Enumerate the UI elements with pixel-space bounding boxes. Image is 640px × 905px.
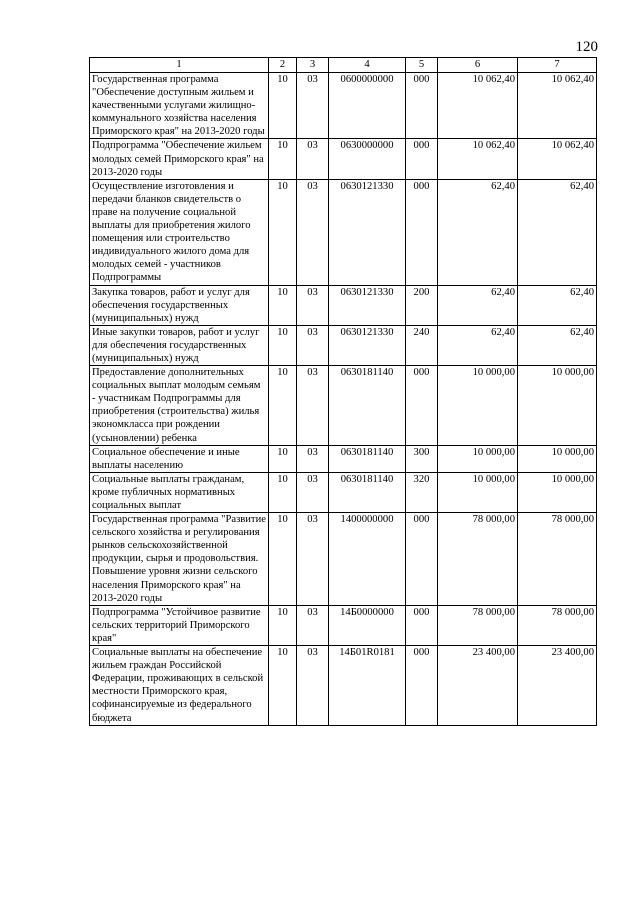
amount-col-7: 62,40 — [518, 179, 597, 285]
target-article-code: 14Б0000000 — [329, 605, 406, 645]
amount-col-6: 10 000,00 — [438, 366, 518, 446]
expense-type-code: 200 — [406, 285, 438, 325]
table-row — [90, 285, 597, 325]
target-article-code: 14Б01R0181 — [329, 646, 406, 726]
section-code: 10 — [269, 179, 297, 285]
amount-col-6: 62,40 — [438, 325, 518, 365]
section-code: 10 — [269, 646, 297, 726]
column-header: 5 — [406, 58, 438, 73]
subsection-code: 03 — [297, 285, 329, 325]
row-name: Государственная программа "Обеспечение доступным жильем и качественными услугами жилищно-коммунального хозяйства населения Приморского края" на 2013-2020 годы — [90, 73, 269, 139]
amount-col-7: 62,40 — [518, 325, 597, 365]
amount-col-6: 10 000,00 — [438, 472, 518, 512]
column-header: 3 — [297, 58, 329, 73]
row-name: Социальные выплаты гражданам, кроме публичных нормативных социальных выплат — [90, 472, 269, 512]
amount-col-6: 78 000,00 — [438, 513, 518, 606]
amount-col-7: 78 000,00 — [518, 605, 597, 645]
row-name: Иные закупки товаров, работ и услуг для обеспечения государственных (муниципальных) нужд — [90, 325, 269, 365]
row-name: Социальные выплаты на обеспечение жильем граждан Российской Федерации, проживающих в сельской местности Приморского края, софинансируемые из федерального бюджета — [90, 646, 269, 726]
table-row — [90, 646, 597, 726]
table-row — [90, 445, 597, 472]
row-name: Социальное обеспечение и иные выплаты населению — [90, 445, 269, 472]
expense-type-code: 000 — [406, 179, 438, 285]
amount-col-6: 78 000,00 — [438, 605, 518, 645]
target-article-code: 0600000000 — [329, 73, 406, 139]
table-row — [90, 366, 597, 446]
expense-type-code: 000 — [406, 73, 438, 139]
amount-col-7: 62,40 — [518, 285, 597, 325]
subsection-code: 03 — [297, 472, 329, 512]
column-header: 6 — [438, 58, 518, 73]
target-article-code: 0630000000 — [329, 139, 406, 179]
expense-type-code: 000 — [406, 513, 438, 606]
table-row — [90, 139, 597, 179]
expense-type-code: 300 — [406, 445, 438, 472]
amount-col-7: 10 000,00 — [518, 472, 597, 512]
amount-col-6: 10 062,40 — [438, 73, 518, 139]
section-code: 10 — [269, 605, 297, 645]
section-code: 10 — [269, 445, 297, 472]
expense-type-code: 320 — [406, 472, 438, 512]
section-code: 10 — [269, 325, 297, 365]
row-name: Закупка товаров, работ и услуг для обеспечения государственных (муниципальных) нужд — [90, 285, 269, 325]
table-row — [90, 73, 597, 139]
amount-col-7: 78 000,00 — [518, 513, 597, 606]
section-code: 10 — [269, 472, 297, 512]
column-header: 4 — [329, 58, 406, 73]
target-article-code: 0630181140 — [329, 472, 406, 512]
target-article-code: 1400000000 — [329, 513, 406, 606]
amount-col-7: 10 000,00 — [518, 366, 597, 446]
table-row — [90, 179, 597, 285]
amount-col-6: 62,40 — [438, 285, 518, 325]
expense-type-code: 000 — [406, 139, 438, 179]
subsection-code: 03 — [297, 513, 329, 606]
amount-col-6: 23 400,00 — [438, 646, 518, 726]
row-name: Предоставление дополнительных социальных выплат молодым семьям - участникам Подпрограммы для приобретения (строительства) жилья экономкласса при рождении (усыновлении) ребенка — [90, 366, 269, 446]
table-row — [90, 605, 597, 645]
amount-col-7: 10 000,00 — [518, 445, 597, 472]
row-name: Осуществление изготовления и передачи бланков свидетельств о праве на получение социальной выплаты для приобретения жилого помещения или строительство индивидуального жилого дома для молодых семей - участников Подпрограммы — [90, 179, 269, 285]
subsection-code: 03 — [297, 179, 329, 285]
section-code: 10 — [269, 366, 297, 446]
subsection-code: 03 — [297, 325, 329, 365]
column-header: 7 — [518, 58, 597, 73]
subsection-code: 03 — [297, 445, 329, 472]
subsection-code: 03 — [297, 605, 329, 645]
column-header: 1 — [90, 58, 269, 73]
table-row — [90, 513, 597, 606]
row-name: Подпрограмма "Устойчивое развитие сельских территорий Приморского края" — [90, 605, 269, 645]
budget-table — [89, 57, 597, 726]
subsection-code: 03 — [297, 139, 329, 179]
target-article-code: 0630121330 — [329, 179, 406, 285]
section-code: 10 — [269, 73, 297, 139]
header-row — [90, 58, 597, 73]
section-code: 10 — [269, 139, 297, 179]
section-code: 10 — [269, 285, 297, 325]
subsection-code: 03 — [297, 73, 329, 139]
amount-col-7: 23 400,00 — [518, 646, 597, 726]
target-article-code: 0630181140 — [329, 366, 406, 446]
row-name: Государственная программа "Развитие сельского хозяйства и регулирования рынков сельскохозяйственной продукции, сырья и продовольствия. Повышение уровня жизни сельского населения Приморского края" на 2013-2020 годы — [90, 513, 269, 606]
section-code: 10 — [269, 513, 297, 606]
page-number: 120 — [575, 39, 598, 55]
target-article-code: 0630121330 — [329, 285, 406, 325]
amount-col-6: 62,40 — [438, 179, 518, 285]
expense-type-code: 000 — [406, 605, 438, 645]
amount-col-6: 10 062,40 — [438, 139, 518, 179]
amount-col-7: 10 062,40 — [518, 139, 597, 179]
expense-type-code: 000 — [406, 366, 438, 446]
table-row — [90, 325, 597, 365]
row-name: Подпрограмма "Обеспечение жильем молодых семей Приморского края" на 2013-2020 годы — [90, 139, 269, 179]
expense-type-code: 240 — [406, 325, 438, 365]
expense-type-code: 000 — [406, 646, 438, 726]
target-article-code: 0630121330 — [329, 325, 406, 365]
amount-col-7: 10 062,40 — [518, 73, 597, 139]
amount-col-6: 10 000,00 — [438, 445, 518, 472]
table-row — [90, 472, 597, 512]
subsection-code: 03 — [297, 366, 329, 446]
column-header: 2 — [269, 58, 297, 73]
target-article-code: 0630181140 — [329, 445, 406, 472]
subsection-code: 03 — [297, 646, 329, 726]
